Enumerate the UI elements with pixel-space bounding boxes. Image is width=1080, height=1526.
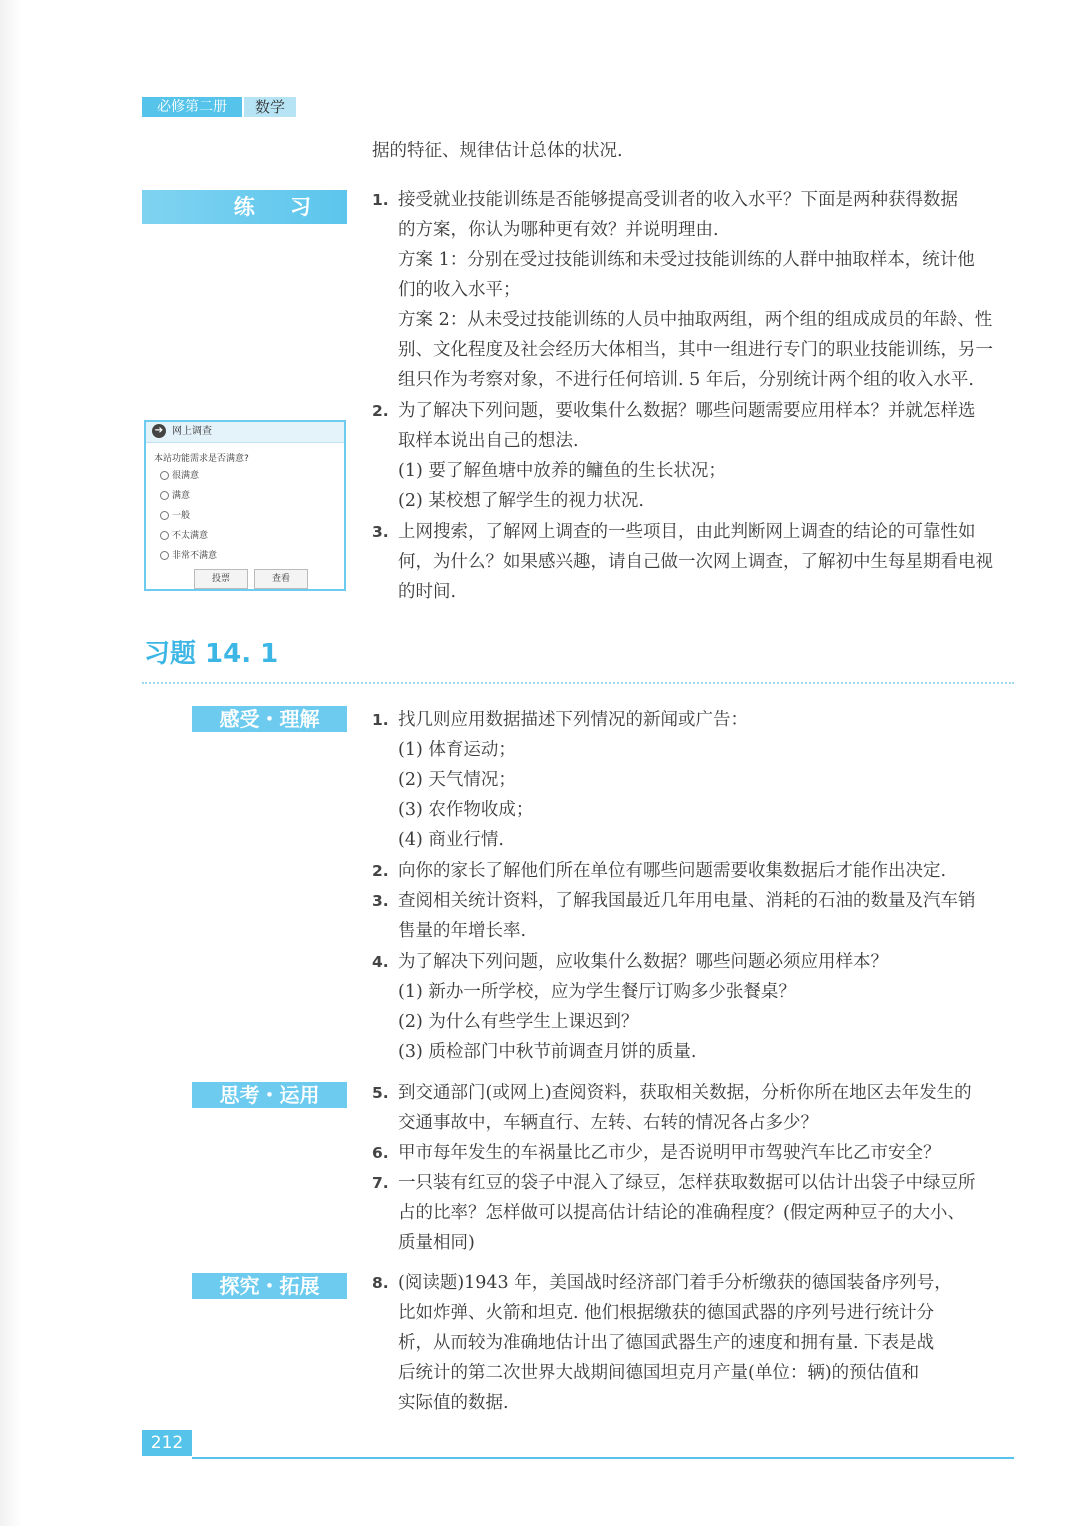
item-line: 的方案，你认为哪种更有效？并说明理由.	[398, 220, 719, 240]
section-tag-apply: 思考・运用	[192, 1082, 347, 1108]
item-number: 1.	[372, 191, 389, 209]
exercise-item-6	[372, 1138, 1017, 1168]
item-line: (2) 天气情况；	[398, 770, 516, 790]
item-number: 8.	[372, 1274, 389, 1292]
exercise-item-3	[372, 886, 1017, 946]
item-line: 质量相同)	[398, 1233, 475, 1253]
item-line: (1) 新办一所学校，应为学生餐厅订购多少张餐桌？	[398, 982, 796, 1002]
item-line: 售量的年增长率.	[398, 921, 527, 941]
item-line: (4) 商业行情.	[398, 830, 504, 850]
section-tag-understand: 感受・理解	[192, 706, 347, 732]
radio-icon	[160, 531, 169, 540]
item-line: 方案 2：从未受过技能训练的人员中抽取两组，两个组的组成成员的年龄、性	[398, 310, 993, 330]
page-number: 212	[142, 1430, 192, 1456]
option-label: 一般	[172, 511, 191, 521]
survey-title: 网上调查	[172, 426, 212, 437]
view-button[interactable]: 查看	[254, 569, 308, 589]
item-line: 方案 1：分别在受过技能训练和未受过技能训练的人群中抽取样本，统计他	[398, 250, 975, 270]
item-line: 后统计的第二次世界大战期间德国坦克月产量(单位：辆)的预估值和	[398, 1363, 920, 1383]
item-line: 别、文化程度及社会经历大体相当，其中一组进行专门的职业技能训练，另一	[398, 340, 993, 360]
exercise-item-8	[372, 1268, 1017, 1418]
item-line: 为了解决下列问题，要收集什么数据？哪些问题需要应用样本？并就怎样选	[398, 401, 976, 421]
intro-line: 据的特征、规律估计总体的状况.	[372, 141, 623, 161]
item-number: 7.	[372, 1174, 389, 1192]
item-number: 3.	[372, 892, 389, 910]
exercise-item-7	[372, 1168, 1017, 1258]
survey-option-1[interactable]	[160, 466, 344, 486]
dotted-divider	[142, 682, 1014, 684]
survey-header	[146, 422, 344, 443]
item-line: 一只装有红豆的袋子中混入了绿豆，怎样获取数据可以估计出袋子中绿豆所	[398, 1173, 976, 1193]
item-line: 到交通部门(或网上)查阅资料，获取相关数据，分析你所在地区去年发生的	[398, 1083, 972, 1103]
item-line: 比如炸弹、火箭和坦克. 他们根据缴获的德国武器的序列号进行统计分	[398, 1303, 935, 1323]
survey-option-5[interactable]	[160, 546, 344, 566]
item-line: 们的收入水平；	[398, 280, 521, 300]
radio-icon	[160, 471, 169, 480]
item-number: 2.	[372, 402, 389, 420]
practice-item-2	[372, 396, 1017, 516]
book-title-tab: 必修第二册	[142, 97, 242, 117]
practice-item-3	[372, 517, 1017, 607]
item-line: (阅读题)1943 年，美国战时经济部门着手分析缴获的德国装备序列号，	[398, 1273, 952, 1293]
item-line: 为了解决下列问题，应收集什么数据？哪些问题必须应用样本？	[398, 952, 888, 972]
item-number: 6.	[372, 1144, 389, 1162]
practice-item-1	[372, 185, 1017, 395]
section-tag-explore: 探究・拓展	[192, 1273, 347, 1299]
item-number: 4.	[372, 953, 389, 971]
radio-icon	[160, 551, 169, 560]
item-line: 甲市每年发生的车祸量比乙市少，是否说明甲市驾驶汽车比乙市安全？	[398, 1143, 941, 1163]
radio-icon	[160, 511, 169, 520]
subject-tab: 数学	[244, 97, 296, 117]
item-number: 3.	[372, 523, 389, 541]
survey-buttons	[194, 566, 314, 589]
page-edge-shade	[0, 0, 22, 1526]
item-number: 2.	[372, 862, 389, 880]
exercise-item-1	[372, 705, 1017, 855]
arrow-right-icon: ➔	[152, 424, 166, 438]
item-line: 实际值的数据.	[398, 1393, 509, 1413]
item-line: 析，从而较为准确地估计出了德国武器生产的速度和拥有量. 下表是战	[398, 1333, 935, 1353]
item-number: 5.	[372, 1084, 389, 1102]
exercise-item-2	[372, 856, 1017, 886]
item-line: 占的比率？怎样做可以提高估计结论的准确程度？(假定两种豆子的大小、	[398, 1203, 965, 1223]
item-line: 组只作为考察对象，不进行任何培训. 5 年后，分别统计两个组的收入水平.	[398, 370, 974, 390]
item-line: 何，为什么？如果感兴趣，请自己做一次网上调查，了解初中生每星期看电视	[398, 552, 993, 572]
item-line: 查阅相关统计资料，了解我国最近几年用电量、消耗的石油的数量及汽车销	[398, 891, 976, 911]
online-survey-widget	[144, 420, 346, 591]
survey-option-3[interactable]	[160, 506, 344, 526]
survey-question: 本站功能需求是否满意?	[154, 454, 249, 464]
item-line: (2) 为什么有些学生上课迟到？	[398, 1012, 639, 1032]
option-label: 不太满意	[172, 531, 209, 541]
survey-option-2[interactable]	[160, 486, 344, 506]
option-label: 非常不满意	[172, 551, 218, 561]
item-number: 1.	[372, 711, 389, 729]
vote-button[interactable]: 投票	[194, 569, 248, 589]
option-label: 满意	[172, 491, 191, 501]
item-line: (1) 要了解鱼塘中放养的鳙鱼的生长状况；	[398, 461, 726, 481]
item-line: 取样本说出自己的想法.	[398, 431, 579, 451]
item-line: 交通事故中，车辆直行、左转、右转的情况各占多少？	[398, 1113, 818, 1133]
item-line: 接受就业技能训练是否能够提高受训者的收入水平？下面是两种获得数据	[398, 190, 958, 210]
item-line: (2) 某校想了解学生的视力状况.	[398, 491, 644, 511]
item-line: (1) 体育运动；	[398, 740, 516, 760]
option-label: 很满意	[172, 471, 200, 481]
practice-label: 练 习	[142, 190, 347, 224]
exercise-item-4	[372, 947, 1017, 1067]
item-line: 向你的家长了解他们所在单位有哪些问题需要收集数据后才能作出决定.	[398, 861, 947, 881]
item-line: 找几则应用数据描述下列情况的新闻或广告：	[398, 710, 748, 730]
item-line: (3) 农作物收成；	[398, 800, 534, 820]
radio-icon	[160, 491, 169, 500]
item-line: 上网搜索，了解网上调查的一些项目，由此判断网上调查的结论的可靠性如	[398, 522, 976, 542]
item-line: 的时间.	[398, 582, 457, 602]
survey-option-4[interactable]	[160, 526, 344, 546]
exercise-item-5	[372, 1078, 1017, 1138]
footer-rule	[192, 1457, 1014, 1459]
exercise-title: 习题 14. 1	[144, 639, 279, 669]
item-line: (3) 质检部门中秋节前调查月饼的质量.	[398, 1042, 697, 1062]
